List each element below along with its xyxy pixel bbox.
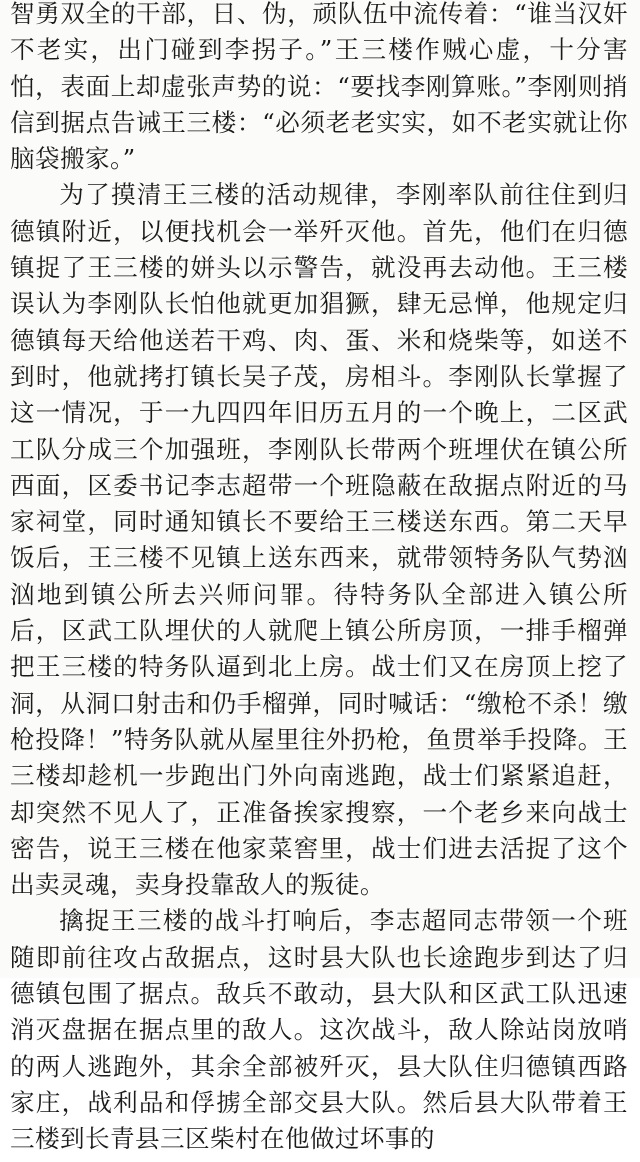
paragraph-1: 智勇双全的干部，日、伪，顽队伍中流传着：“谁当汉奸不老实，出门碰到李拐子。”王三楼作贼心虚，十分害怕，表面上却虚张声势的说：“要找李刚算账。”李刚则捎信到据点告诫王三楼：“必须老老实实，如不老实就让你脑袋搬家。” bbox=[10, 0, 628, 174]
paragraph-2: 为了摸清王三楼的活动规律，李刚率队前往住到归德镇附近，以便找机会一举歼灭他。首先，他们在归德镇捉了王三楼的姘头以示警告，就没再去动他。王三楼误认为李刚队长怕他就更加猖獗，肆无忌惮，他规定归德镇每天给他送若干鸡、肉、蛋、米和烧柴等，如送不到时，他就拷打镇长吴子茂，房相斗。李刚队长掌握了这一情况，于一九四四年旧历五月的一个晚上，二区武工队分成三个加强班，李刚队长带两个班埋伏在镇公所西面，区委书记李志超带一个班隐蔽在敌据点附近的马家祠堂，同时通知镇长不要给王三楼送东西。第二天早饭后，王三楼不见镇上送东西来，就带领特务队气势汹汹地到镇公所去兴师问罪。待特务队全部进入镇公所后，区武工队埋伏的人就爬上镇公所房顶，一排手榴弹把王三楼的特务队逼到北上房。战士们又在房顶上挖了洞，从洞口射击和仍手榴弹，同时喊话：“缴枪不杀！缴枪投降！”特务队就从屋里往外扔枪，鱼贯举手投降。王三楼却趁机一步跑出门外向南逃跑，战士们紧紧追赶，却突然不见人了，正准备挨家搜察，一个老乡来向战士密告，说王三楼在他家菜窖里，战士们进去活捉了这个出卖灵魂，卖身投靠敌人的叛徒。 bbox=[10, 180, 628, 900]
paragraph-3: 擒捉王三楼的战斗打响后，李志超同志带领一个班随即前往攻占敌据点，这时县大队也长途跑步到达了归德镇包围了据点。敌兵不敢动，县大队和区武工队迅速消灭盘据在据点里的敌人。这次战斗，敌人除站岗放哨的两人逃跑外，其余全部被歼灭，县大队住归德镇西路家庄，战利品和俘掳全部交县大队。然后县大队带着王三楼到长青县三区柴村在他做过坏事的 bbox=[10, 906, 628, 1154]
